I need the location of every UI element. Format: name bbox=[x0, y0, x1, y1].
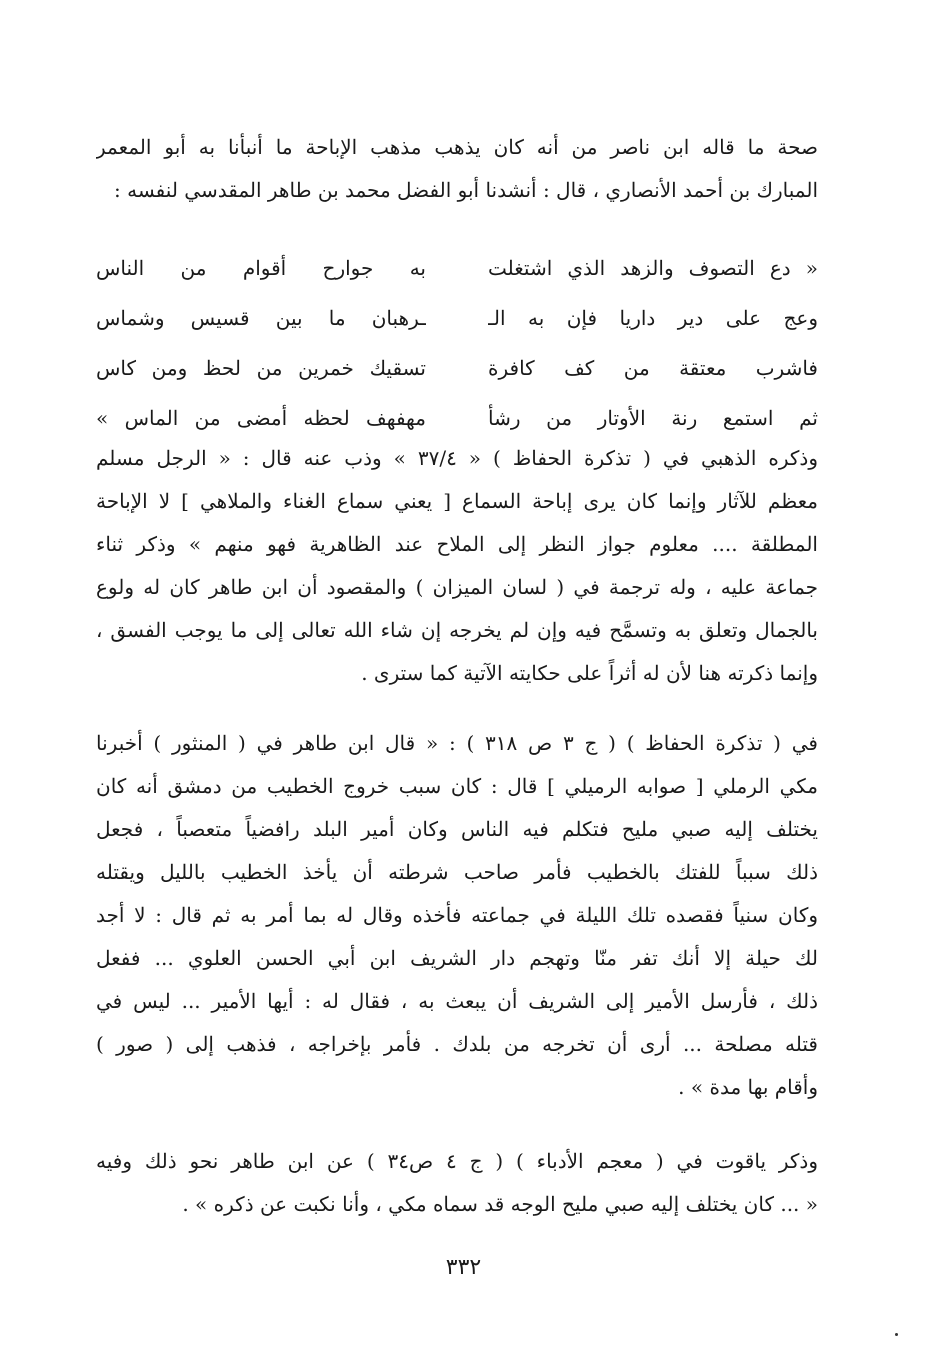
text-line: وذكر ياقوت في ( معجم الأدباء ) ( ج ٤ ص٣٤ ) عن ابن طاهر نحو ذلك وفيه bbox=[96, 1149, 818, 1173]
page-number: ٣٣٢ bbox=[445, 1255, 482, 1280]
text-line: وذكره الذهبي في ( تذكرة الحفاظ ) « ٣٧/٤ » وذب عنه قال : « الرجل مسلم bbox=[96, 446, 818, 470]
verse-second-hemistich: ـرهبان ما بين قسيس وشماس bbox=[96, 306, 426, 330]
scan-speck bbox=[895, 1333, 898, 1336]
poem-verse bbox=[96, 343, 818, 393]
text-line: ذلك سبباً للفتك بالخطيب فأمر صاحب شرطته أن يأخذ الخطيب بالليل ويقتله bbox=[96, 860, 818, 884]
intro-paragraph bbox=[96, 126, 818, 212]
huffaz-paragraph bbox=[96, 722, 818, 1109]
text-line: معظم للآثار وإنما كان يرى إباحة السماع [ يعني سماع الغناء والملاهي ] لا الإباحة bbox=[96, 489, 818, 513]
text-line: « ... كان يختلف إليه صبي مليح الوجه قد سماه مكي ، وأنا نكبت عن ذكره » . bbox=[182, 1192, 818, 1216]
poem-verse bbox=[96, 243, 818, 293]
verse-first-hemistich: ثم استمع رنة الأوتار من رشأ bbox=[488, 406, 818, 430]
text-line: لك حيلة إلا أنك تفر منّا وتهجم دار الشريف ابن أبي الحسن العلوي ... ففعل bbox=[96, 946, 818, 970]
verse-first-hemistich: وعج على دير داريا فإن به الـ bbox=[488, 306, 818, 330]
text-line: صحة ما قاله ابن ناصر من أنه كان يذهب مذهب الإباحة ما أنبأنا به أبو المعمر bbox=[96, 135, 818, 159]
text-line: جماعة عليه ، وله ترجمة في ( لسان الميزان ) والمقصود أن ابن طاهر كان له ولوع bbox=[96, 575, 818, 599]
text-line: المطلقة .... معلوم جواز النظر إلى الملاح عند الظاهرية فهو منهم » وذكر ثناء bbox=[96, 532, 818, 556]
text-line: يختلف إليه صبي مليح فتكلم فيه الناس وكان أمير البلد رافضياً متعصباً ، فجعل bbox=[96, 817, 818, 841]
verse-second-hemistich: مهفهف لحظه أمضى من الماس » bbox=[96, 406, 426, 430]
verse-second-hemistich: به جوارح أقوام من الناس bbox=[96, 256, 426, 280]
text-line: مكي الرملي [ صوابه الرميلي ] قال : كان سبب خروج الخطيب من دمشق أنه كان bbox=[96, 774, 818, 798]
yaqut-paragraph bbox=[96, 1140, 818, 1226]
text-line: قتله مصلحة ... أرى أن تخرجه من بلدك . فأمر بإخراجه ، فذهب إلى ( صور ) bbox=[96, 1032, 818, 1056]
text-line: بالجمال وتعلق به وتسمَّح فيه وإن لم يخرجه إن شاء الله تعالى إلى ما يوجب الفسق ، bbox=[96, 618, 818, 642]
poem-verse bbox=[96, 293, 818, 343]
verse-first-hemistich: فاشرب معتقة من كف كافرة bbox=[488, 356, 818, 380]
text-line: المبارك بن أحمد الأنصاري ، قال : أنشدنا أبو الفضل محمد بن طاهر المقدسي لنفسه : bbox=[114, 178, 818, 202]
text-line: وكان سنياً فقصده تلك الليلة في جماعته فأخذه وقال له بما أمر به ثم قال : لا أجد bbox=[96, 903, 818, 927]
text-line: وأقام بها مدة » . bbox=[678, 1075, 818, 1099]
verse-first-hemistich: « دع التصوف والزهد الذي اشتغلت bbox=[488, 256, 818, 280]
poem-verse bbox=[96, 393, 818, 443]
verse-second-hemistich: تسقيك خمرين من لحظ ومن كاس bbox=[96, 356, 426, 380]
poem-block bbox=[96, 243, 818, 443]
text-line: وإنما ذكرته هنا لأن له أثراً على حكايته الآتية كما سترى . bbox=[361, 661, 818, 685]
text-line: ذلك ، فأرسل الأمير إلى الشريف أن يبعث به ، فقال له : أيها الأمير ... ليس في bbox=[96, 989, 818, 1013]
dhahabi-paragraph bbox=[96, 437, 818, 695]
text-line: في ( تذكرة الحفاظ ) ( ج ٣ ص ٣١٨ ) : « قال ابن طاهر في ( المنثور ) أخبرنا bbox=[96, 731, 818, 755]
